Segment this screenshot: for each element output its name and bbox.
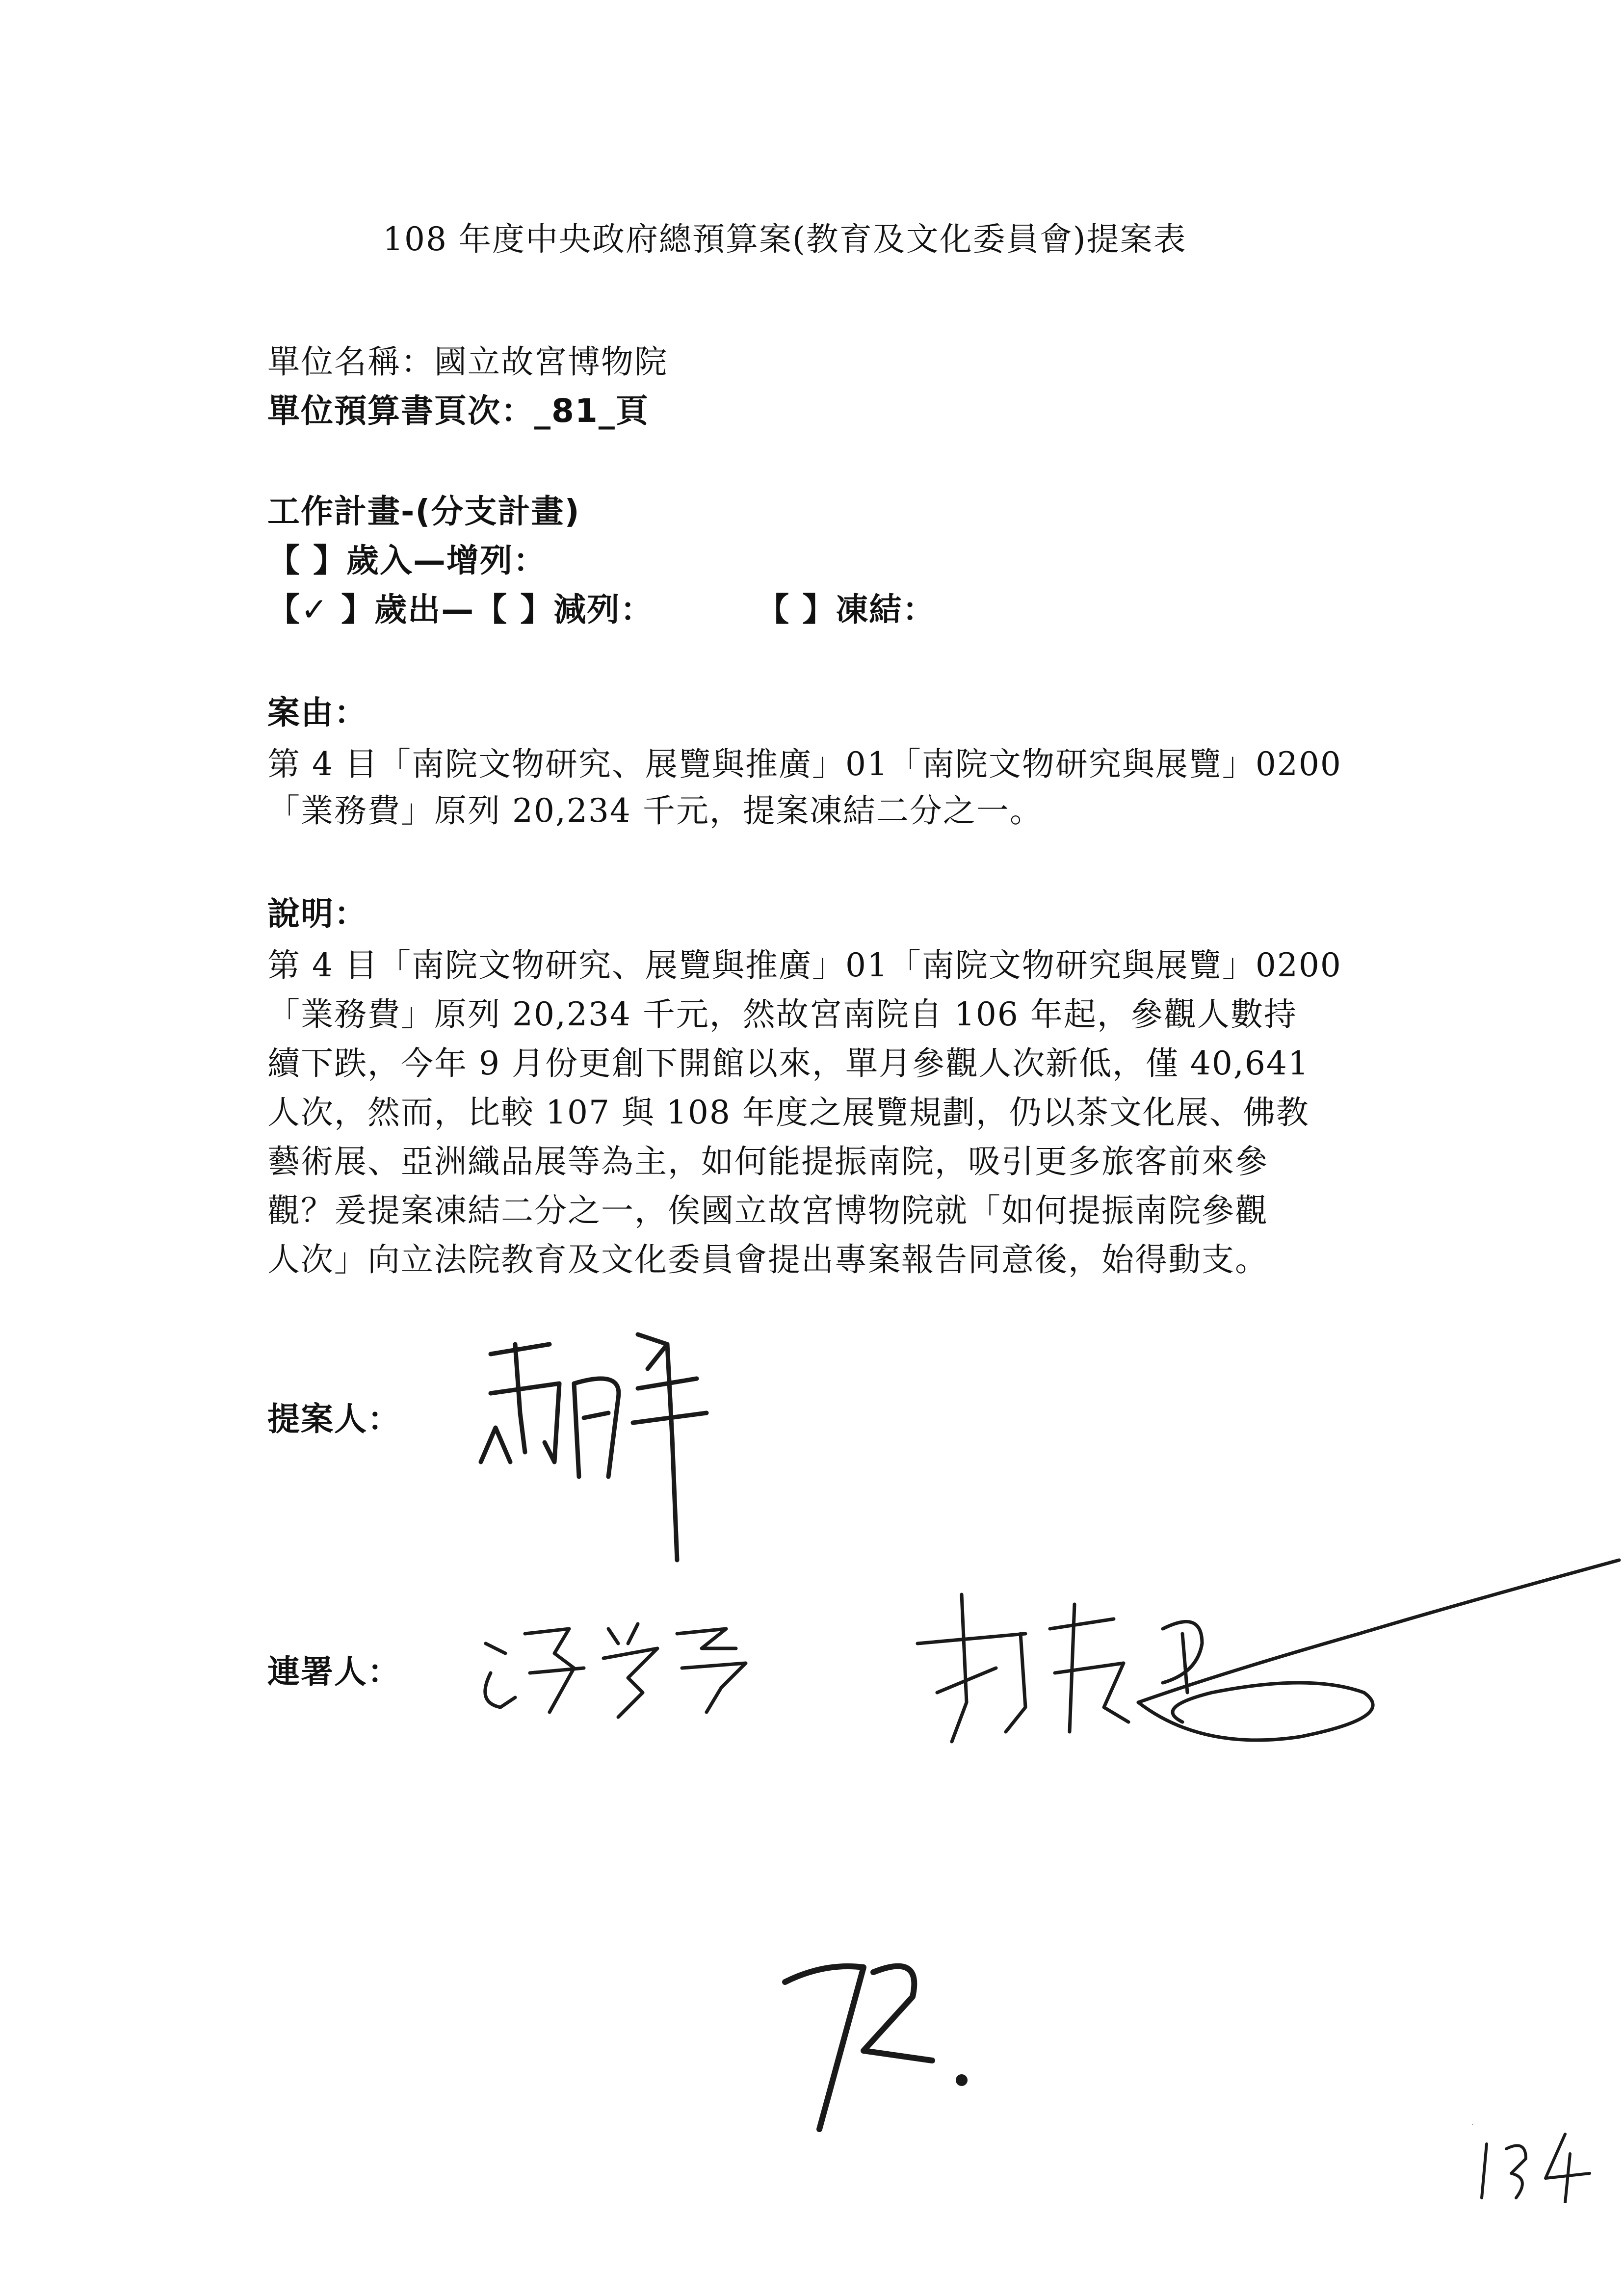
proposer-label: 提案人： xyxy=(267,1400,401,1438)
handwritten-page-text: 134 xyxy=(1472,2124,1473,2125)
explanation-line-5: 藝術展、亞洲織品展等為主，如何能提振南院，吸引更多旅客前來參 xyxy=(267,1143,1268,1180)
reason-heading: 案由： xyxy=(267,694,367,731)
explanation-line-7: 人次」向立法院教育及文化委員會提出專案報告同意後，始得動支。 xyxy=(267,1241,1268,1278)
handwritten-number-72 xyxy=(765,1943,981,2159)
cosigner-signature-2 xyxy=(908,1545,1624,1781)
freeze-label: 【 】凍結： xyxy=(757,591,936,628)
revenue-line: 【 】歲入—增列： xyxy=(267,542,547,579)
explanation-line-1: 第 4 目「南院文物研究、展覽與推廣」01「南院文物研究與展覽」0200 xyxy=(267,946,1342,984)
expense-line xyxy=(267,591,936,628)
unit-name: 單位名稱：國立故宮博物院 xyxy=(267,343,668,381)
budget-page-ref: 單位預算書頁次：_81_頁 xyxy=(267,392,649,430)
proposer-signature xyxy=(461,1315,736,1570)
handwritten-page-134 xyxy=(1472,2124,1599,2203)
explanation-line-2: 「業務費」原列 20,234 千元，然故宮南院自 106 年起，參觀人數持 xyxy=(267,995,1297,1033)
cosigner-label: 連署人： xyxy=(267,1653,401,1691)
explanation-heading: 說明： xyxy=(267,895,367,933)
document-title: 108 年度中央政府總預算案(教育及文化委員會)提案表 xyxy=(383,220,1187,258)
expense-cut-label: 【✓ 】歲出—【 】減列： xyxy=(267,591,654,628)
reason-line-1: 第 4 目「南院文物研究、展覽與推廣」01「南院文物研究與展覽」0200 xyxy=(267,745,1342,783)
explanation-line-6: 觀？爰提案凍結二分之一，俟國立故宮博物院就「如何提振南院參觀 xyxy=(267,1192,1268,1229)
work-plan: 工作計畫-(分支計畫) xyxy=(267,493,580,530)
cosigner-signature-1 xyxy=(471,1614,775,1727)
explanation-line-4: 人次，然而，比較 107 與 108 年度之展覽規劃，仍以茶文化展、佛教 xyxy=(267,1094,1310,1131)
reason-line-2: 「業務費」原列 20,234 千元，提案凍結二分之一。 xyxy=(267,792,1043,830)
explanation-line-3: 續下跌，今年 9 月份更創下開館以來，單月參觀人次新低，僅 40,641 xyxy=(267,1044,1310,1082)
